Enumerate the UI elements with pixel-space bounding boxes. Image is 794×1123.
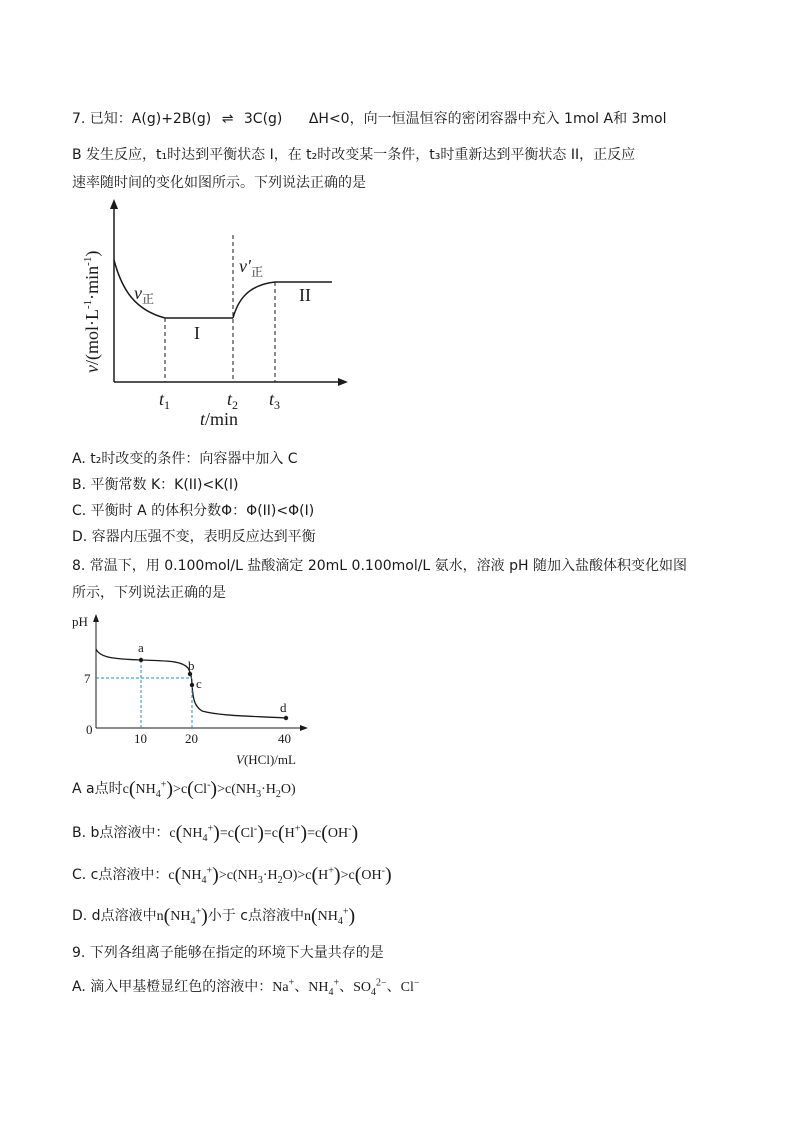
tick-t1: $t_1$ xyxy=(159,389,171,412)
point-c xyxy=(190,683,194,687)
q7-option-d: D. 容器内压强不变，表明反应达到平衡 xyxy=(72,529,316,545)
tick-t3: $t_3$ xyxy=(269,389,281,412)
x-axis-label: V(HCl)/mL xyxy=(236,752,296,767)
y-axis-arrow xyxy=(93,614,99,622)
label-a: a xyxy=(138,640,144,655)
q9-stem: 9. 下列各组离子能够在指定的环境下大量共存的是 xyxy=(72,945,384,961)
x-tick-0: 0 xyxy=(86,722,93,737)
x-tick-20: 20 xyxy=(185,731,198,746)
q8-option-a: A a点时$c(NH_4^+)>c(Cl^-)>c(NH_3\cdot H_2O)$ xyxy=(72,778,296,800)
q7-stem-line1 xyxy=(72,108,667,128)
q7-stem-line3: 速率随时间的变化如图所示。下列说法正确的是 xyxy=(72,175,366,191)
y-axis-arrow xyxy=(110,199,118,209)
curve-label-v-forward-prime: $v'_正$ xyxy=(239,256,263,279)
q8-stem-line2: 所示，下列说法正确的是 xyxy=(72,585,226,601)
label-c: c xyxy=(196,676,202,691)
q7-option-b: B. 平衡常数 K：K(II)<K(I) xyxy=(72,477,239,493)
point-d xyxy=(284,716,288,720)
y-axis-label: $v/(mol\cdot L^{-1}\cdot\min^{-1})$ xyxy=(82,250,102,373)
y-tick-7: 7 xyxy=(84,671,91,686)
equilibrium-arrow: ⇌ xyxy=(221,111,234,127)
q8-option-b: B. b点溶液中：$c(NH_4^+)=c(Cl^-)=c(H^+)=c(OH^-)$ xyxy=(72,822,359,844)
q8-option-d: D. d点溶液中$n(NH_4^+)$小于 c点溶液中$n(NH_4^+)$ xyxy=(72,905,356,927)
region-label-II: II xyxy=(299,285,311,305)
region-label-I: I xyxy=(194,323,200,343)
tick-t2: $t_2$ xyxy=(227,389,239,412)
x-axis-label: t/min xyxy=(200,409,239,429)
x-tick-40: 40 xyxy=(278,731,291,746)
v-forward-prime-curve xyxy=(233,282,332,318)
q8-stem-line1: 8. 常温下，用 0.100mol/L 盐酸滴定 20mL 0.100mol/L 氨水，溶液 pH 随加入盐酸体积变化如图 xyxy=(72,558,688,574)
label-d: d xyxy=(280,700,287,715)
titration-chart xyxy=(70,608,330,768)
x-axis-arrow xyxy=(300,725,308,731)
rate-time-chart xyxy=(70,195,370,430)
y-axis-label: pH xyxy=(72,614,88,629)
x-tick-10: 10 xyxy=(134,731,147,746)
q7-option-a: A. t₂时改变的条件：向容器中加入 C xyxy=(72,451,298,467)
q7-stem-part2: 3C(g) xyxy=(243,111,283,127)
q7-stem-part1: 7. 已知：A(g)+2B(g) xyxy=(72,111,212,127)
q7-delta-h: ΔH<0，向一恒温恒容的密闭容器中充入 1mol A和 3mol xyxy=(308,111,667,127)
q9-option-a: A. 滴入甲基橙显红色的溶液中：Na+、$NH_4^+$、$SO_4^{2-}$、Cl− xyxy=(72,977,420,998)
q8-option-c: C. c点溶液中：$c(NH_4^+)>c(NH_3\cdot H_2O)>c(H^+)>c(OH^-)$ xyxy=(72,864,392,886)
curve-label-v-forward: $v_正$ xyxy=(134,283,155,306)
x-axis-arrow xyxy=(338,378,348,386)
label-b: b xyxy=(188,658,195,673)
q7-option-c: C. 平衡时 A 的体积分数Φ：Φ(II)<Φ(I) xyxy=(72,503,315,519)
v-forward-curve xyxy=(114,260,233,318)
point-a xyxy=(139,658,143,662)
q7-stem-line2: B 发生反应，t₁时达到平衡状态 I，在 t₂时改变某一条件，t₃时重新达到平衡状态 II，正反应 xyxy=(72,147,636,163)
